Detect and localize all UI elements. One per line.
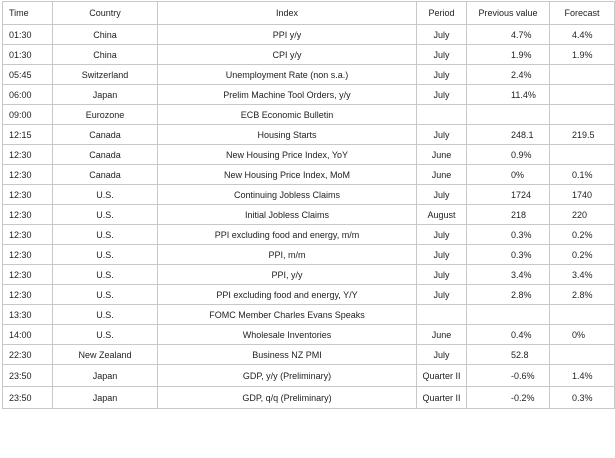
header-period: Period xyxy=(417,2,467,25)
cell-time: 13:30 xyxy=(3,305,53,325)
cell-time: 23:50 xyxy=(3,365,53,387)
table-row xyxy=(3,25,615,45)
cell-forecast: 0.2% xyxy=(550,225,615,245)
cell-time: 23:50 xyxy=(3,387,53,409)
cell-index: CPI y/y xyxy=(158,45,417,65)
cell-previous-value: 0.9% xyxy=(467,145,550,165)
cell-country: China xyxy=(53,45,158,65)
cell-forecast xyxy=(550,305,615,325)
cell-time: 12:30 xyxy=(3,145,53,165)
cell-time: 06:00 xyxy=(3,85,53,105)
table-row xyxy=(3,305,615,325)
cell-forecast: 0.3% xyxy=(550,387,615,409)
cell-period: June xyxy=(417,145,467,165)
cell-forecast xyxy=(550,345,615,365)
cell-previous-value: 248.1 xyxy=(467,125,550,145)
cell-index: New Housing Price Index, MoM xyxy=(158,165,417,185)
cell-period: June xyxy=(417,165,467,185)
cell-forecast: 0.2% xyxy=(550,245,615,265)
cell-time: 12:30 xyxy=(3,285,53,305)
cell-period: July xyxy=(417,245,467,265)
table-row xyxy=(3,325,615,345)
cell-previous-value: -0.6% xyxy=(467,365,550,387)
cell-period: July xyxy=(417,25,467,45)
cell-country: U.S. xyxy=(53,225,158,245)
table-row xyxy=(3,225,615,245)
cell-forecast: 0.1% xyxy=(550,165,615,185)
cell-period: July xyxy=(417,85,467,105)
cell-country: Japan xyxy=(53,365,158,387)
cell-forecast: 220 xyxy=(550,205,615,225)
cell-forecast xyxy=(550,85,615,105)
cell-index: New Housing Price Index, YoY xyxy=(158,145,417,165)
table-row xyxy=(3,345,615,365)
cell-previous-value: 11.4% xyxy=(467,85,550,105)
cell-period: July xyxy=(417,125,467,145)
cell-forecast: 1.4% xyxy=(550,365,615,387)
cell-country: New Zealand xyxy=(53,345,158,365)
cell-country: U.S. xyxy=(53,265,158,285)
cell-country: U.S. xyxy=(53,305,158,325)
header-row xyxy=(3,2,615,25)
cell-period: Quarter II xyxy=(417,387,467,409)
cell-country: Canada xyxy=(53,165,158,185)
table-row xyxy=(3,85,615,105)
header-time: Time xyxy=(3,2,53,25)
cell-period: Quarter II xyxy=(417,365,467,387)
cell-country: U.S. xyxy=(53,245,158,265)
cell-forecast xyxy=(550,145,615,165)
cell-previous-value: 2.4% xyxy=(467,65,550,85)
cell-country: U.S. xyxy=(53,185,158,205)
table-row xyxy=(3,265,615,285)
cell-time: 12:30 xyxy=(3,205,53,225)
cell-previous-value: 218 xyxy=(467,205,550,225)
cell-index: PPI excluding food and energy, Y/Y xyxy=(158,285,417,305)
cell-index: Housing Starts xyxy=(158,125,417,145)
cell-time: 12:30 xyxy=(3,185,53,205)
cell-index: Wholesale Inventories xyxy=(158,325,417,345)
cell-period xyxy=(417,305,467,325)
cell-forecast: 2.8% xyxy=(550,285,615,305)
table-row xyxy=(3,45,615,65)
cell-previous-value: 0% xyxy=(467,165,550,185)
cell-previous-value: 3.4% xyxy=(467,265,550,285)
cell-previous-value: 0.3% xyxy=(467,225,550,245)
cell-country: U.S. xyxy=(53,285,158,305)
cell-time: 01:30 xyxy=(3,45,53,65)
cell-time: 14:00 xyxy=(3,325,53,345)
cell-index: Prelim Machine Tool Orders, y/y xyxy=(158,85,417,105)
cell-period: June xyxy=(417,325,467,345)
cell-period: July xyxy=(417,45,467,65)
table-row xyxy=(3,245,615,265)
header-index: Index xyxy=(158,2,417,25)
cell-index: PPI, y/y xyxy=(158,265,417,285)
table-row xyxy=(3,105,615,125)
cell-index: Continuing Jobless Claims xyxy=(158,185,417,205)
header-forecast: Forecast xyxy=(550,2,615,25)
cell-index: FOMC Member Charles Evans Speaks xyxy=(158,305,417,325)
cell-country: China xyxy=(53,25,158,45)
cell-time: 12:30 xyxy=(3,225,53,245)
cell-period: July xyxy=(417,265,467,285)
header-previous-value: Previous value xyxy=(467,2,550,25)
cell-period xyxy=(417,105,467,125)
cell-index: ECB Economic Bulletin xyxy=(158,105,417,125)
table-row xyxy=(3,285,615,305)
cell-forecast xyxy=(550,105,615,125)
cell-forecast: 4.4% xyxy=(550,25,615,45)
table-row xyxy=(3,65,615,85)
table-row xyxy=(3,365,615,387)
cell-time: 22:30 xyxy=(3,345,53,365)
cell-period: July xyxy=(417,65,467,85)
cell-time: 05:45 xyxy=(3,65,53,85)
cell-period: July xyxy=(417,185,467,205)
cell-period: August xyxy=(417,205,467,225)
cell-previous-value: 0.4% xyxy=(467,325,550,345)
cell-index: PPI excluding food and energy, m/m xyxy=(158,225,417,245)
table-row xyxy=(3,165,615,185)
cell-forecast: 219.5 xyxy=(550,125,615,145)
cell-forecast: 0% xyxy=(550,325,615,345)
table-row xyxy=(3,125,615,145)
cell-forecast: 3.4% xyxy=(550,265,615,285)
cell-index: PPI, m/m xyxy=(158,245,417,265)
cell-forecast: 1.9% xyxy=(550,45,615,65)
cell-time: 12:30 xyxy=(3,165,53,185)
cell-time: 12:30 xyxy=(3,245,53,265)
cell-time: 01:30 xyxy=(3,25,53,45)
cell-country: Switzerland xyxy=(53,65,158,85)
header-country: Country xyxy=(53,2,158,25)
cell-index: PPI y/y xyxy=(158,25,417,45)
cell-country: U.S. xyxy=(53,205,158,225)
economic-calendar-table xyxy=(2,1,615,409)
cell-index: Business NZ PMI xyxy=(158,345,417,365)
cell-previous-value xyxy=(467,305,550,325)
table-row xyxy=(3,145,615,165)
cell-previous-value: -0.2% xyxy=(467,387,550,409)
cell-previous-value: 2.8% xyxy=(467,285,550,305)
cell-period: July xyxy=(417,345,467,365)
cell-forecast xyxy=(550,65,615,85)
cell-country: U.S. xyxy=(53,325,158,345)
cell-period: July xyxy=(417,285,467,305)
cell-time: 12:30 xyxy=(3,265,53,285)
table-row xyxy=(3,387,615,409)
cell-period: July xyxy=(417,225,467,245)
cell-index: Initial Jobless Claims xyxy=(158,205,417,225)
cell-country: Japan xyxy=(53,387,158,409)
cell-index: Unemployment Rate (non s.a.) xyxy=(158,65,417,85)
cell-country: Eurozone xyxy=(53,105,158,125)
cell-previous-value: 1724 xyxy=(467,185,550,205)
cell-previous-value: 52.8 xyxy=(467,345,550,365)
cell-previous-value: 0.3% xyxy=(467,245,550,265)
table-body xyxy=(3,25,615,409)
cell-time: 09:00 xyxy=(3,105,53,125)
cell-index: GDP, y/y (Preliminary) xyxy=(158,365,417,387)
cell-forecast: 1740 xyxy=(550,185,615,205)
cell-country: Japan xyxy=(53,85,158,105)
table-row xyxy=(3,205,615,225)
cell-country: Canada xyxy=(53,125,158,145)
cell-time: 12:15 xyxy=(3,125,53,145)
table-row xyxy=(3,185,615,205)
cell-country: Canada xyxy=(53,145,158,165)
cell-index: GDP, q/q (Preliminary) xyxy=(158,387,417,409)
cell-previous-value: 1.9% xyxy=(467,45,550,65)
cell-previous-value xyxy=(467,105,550,125)
cell-previous-value: 4.7% xyxy=(467,25,550,45)
